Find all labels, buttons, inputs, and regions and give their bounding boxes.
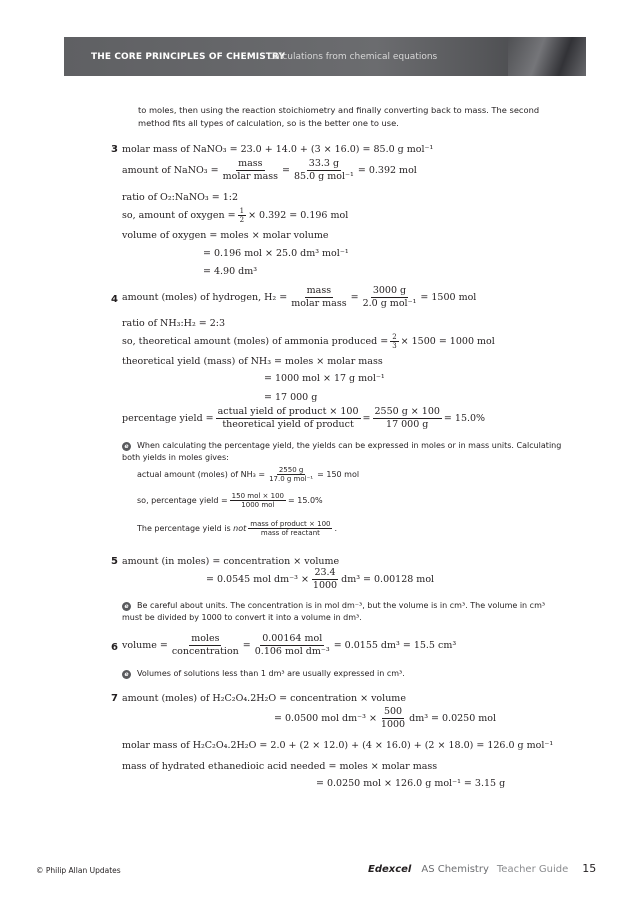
q4-frac1-den: molar mass xyxy=(291,298,347,309)
q4-line-4: theoretical yield (mass) of NH₃ = moles × molar mass xyxy=(122,356,383,367)
q7-l2-post: dm³ = 0.0250 mol xyxy=(409,713,497,724)
q3-l2-pre: amount of NaNO₃ = xyxy=(122,165,219,176)
q4-note xyxy=(122,440,566,464)
q5-frac-den: 1000 xyxy=(312,580,338,591)
e-circle-icon: e xyxy=(122,442,131,451)
q5-line-2 xyxy=(206,567,434,592)
q4-l3-pre: so, theoretical amount (moles) of ammonia produced = xyxy=(122,336,389,347)
header-subtitle: Calculations from chemical equations xyxy=(268,52,438,62)
q4-line-7 xyxy=(122,406,485,431)
q4-l1-eq: = xyxy=(350,292,359,303)
q3-line-6: = 0.196 mol × 25.0 dm³ mol⁻¹ xyxy=(203,248,349,259)
q3-fraction-1 xyxy=(221,158,280,183)
q4-n2-num: 150 mol × 100 xyxy=(231,492,284,500)
q4-line-1 xyxy=(122,285,476,310)
q7-l2-pre: = 0.0500 mol dm⁻³ × xyxy=(274,713,377,724)
q5-l2-post: dm³ = 0.00128 mol xyxy=(341,574,435,585)
header-glassware-image xyxy=(508,37,586,76)
q4-l1-post: = 1500 mol xyxy=(420,292,477,303)
q3-line-1: molar mass of NaNO₃ = 23.0 + 14.0 + (3 × 16.0) = 85.0 g mol⁻¹ xyxy=(122,144,434,155)
question-number-6: 6 xyxy=(111,642,118,653)
q7-line-5: = 0.0250 mol × 126.0 g mol⁻¹ = 3.15 g xyxy=(316,778,506,789)
q4-note-text: When calculating the percentage yield, the yields can be expressed in moles or in mass units. Calculating both yields in moles gives: xyxy=(122,441,562,462)
q4-n3-num: mass of product × 100 xyxy=(250,520,331,528)
q5-frac-num: 23.4 xyxy=(314,567,336,578)
q6-frac2-den: 0.106 mol dm⁻³ xyxy=(254,646,330,657)
q7-frac-num: 500 xyxy=(383,706,403,717)
q3-line-2 xyxy=(122,158,417,183)
page-number: 15 xyxy=(582,862,597,875)
q4-fraction-1 xyxy=(289,285,348,310)
q4-yield2-den: 17 000 g xyxy=(386,419,429,430)
q4-n1-num: 2550 g xyxy=(278,466,304,474)
q3-l4-post: × 0.392 = 0.196 mol xyxy=(248,210,349,221)
q6-note xyxy=(122,668,405,680)
q4-note-line-3 xyxy=(137,520,337,537)
q4-ratio-num: 2 xyxy=(392,333,397,341)
q4-n2-fraction xyxy=(230,492,286,509)
q3-frac1-den: molar mass xyxy=(222,171,279,182)
q3-half-den: 2 xyxy=(239,216,245,224)
q4-n1-pre: actual amount (moles) of NH₃ = xyxy=(137,469,266,479)
q6-frac1-num: moles xyxy=(191,633,220,644)
q3-l4-pre: so, amount of oxygen = xyxy=(122,210,236,221)
question-number-3: 3 xyxy=(111,144,118,155)
q5-l2-pre: = 0.0545 mol dm⁻³ × xyxy=(206,574,309,585)
q7-line-1: amount (moles) of H₂C₂O₄.2H₂O = concentration × volume xyxy=(122,693,406,704)
q4-line-6: = 17 000 g xyxy=(264,392,318,403)
q4-l3-post: × 1500 = 1000 mol xyxy=(400,336,495,347)
q4-n3-den: mass of reactant xyxy=(260,529,320,537)
q4-line-2: ratio of NH₃:H₂ = 2:3 xyxy=(122,318,226,329)
footer-course: AS Chemistry xyxy=(421,864,489,875)
q4-n2-post: = 15.0% xyxy=(287,495,323,505)
q4-note-line-2 xyxy=(137,492,323,509)
q4-fraction-2 xyxy=(361,285,419,310)
q4-n3-not: not xyxy=(233,523,247,533)
q6-l1-pre: volume = xyxy=(122,640,168,651)
q4-frac1-num: mass xyxy=(306,285,332,296)
q6-fraction-2 xyxy=(253,633,332,658)
q3-frac2-num: 33.3 g xyxy=(308,158,340,169)
q4-n1-post: = 150 mol xyxy=(317,469,360,479)
q3-line-5: volume of oxygen = moles × molar volume xyxy=(122,230,329,241)
question-number-7: 7 xyxy=(111,693,118,704)
q5-fraction xyxy=(311,567,339,592)
q4-note-line-1 xyxy=(137,466,359,483)
q5-line-1: amount (in moles) = concentration × volume xyxy=(122,556,340,567)
q3-line-3: ratio of O₂:NaNO₃ = 1:2 xyxy=(122,192,239,203)
q4-yield1-den: theoretical yield of product xyxy=(222,419,354,430)
q3-frac2-den: 85.0 g mol⁻¹ xyxy=(293,171,354,182)
q7-line-3: molar mass of H₂C₂O₄.2H₂O = 2.0 + (2 × 12.0) + (4 × 16.0) + (2 × 18.0) = 126.0 g mol⁻¹ xyxy=(122,740,554,751)
q4-yield-fraction-1 xyxy=(216,406,361,431)
q4-n3-fraction xyxy=(248,520,332,537)
e-circle-icon: e xyxy=(122,602,131,611)
q3-line-4 xyxy=(122,207,348,224)
footer-publisher: Edexcel xyxy=(368,864,412,875)
q4-yield-fraction-2 xyxy=(373,406,442,431)
q6-fraction-1 xyxy=(170,633,241,658)
q4-n3-pre: The percentage yield is xyxy=(137,523,231,533)
q6-l1-post: = 0.0155 dm³ = 15.5 cm³ xyxy=(333,640,457,651)
q3-line-7: = 4.90 dm³ xyxy=(203,266,258,277)
q6-note-text: Volumes of solutions less than 1 dm³ are usually expressed in cm³. xyxy=(137,669,405,678)
q6-frac1-den: concentration xyxy=(171,646,239,657)
q7-frac-den: 1000 xyxy=(380,719,406,730)
q3-fraction-2 xyxy=(292,158,356,183)
q7-fraction xyxy=(379,706,407,731)
question-number-5: 5 xyxy=(111,556,118,567)
q5-note-text: Be careful about units. The concentration is in mol dm⁻³, but the volume is in cm³. The volume in cm³ must be divided by 1000 to convert it into a volume in dm³. xyxy=(122,601,546,622)
q4-yield2-num: 2550 g × 100 xyxy=(374,406,440,417)
footer-right xyxy=(368,862,596,875)
q7-line-4: mass of hydrated ethanedioic acid needed = moles × molar mass xyxy=(122,761,438,772)
q4-frac2-den: 2.0 g mol⁻¹ xyxy=(362,298,417,309)
q6-frac2-num: 0.00164 mol xyxy=(262,633,323,644)
q4-l7-pre: percentage yield = xyxy=(122,413,214,424)
q4-n1-fraction xyxy=(267,466,315,483)
q4-l7-eq: = xyxy=(362,413,371,424)
e-circle-icon: e xyxy=(122,670,131,679)
q4-line-3 xyxy=(122,333,495,350)
footer-copyright: © Philip Allan Updates xyxy=(36,866,121,875)
q4-l1-pre: amount (moles) of hydrogen, H₂ = xyxy=(122,292,288,303)
header-title: THE CORE PRINCIPLES OF CHEMISTRY xyxy=(91,52,286,62)
q6-line-1 xyxy=(122,633,456,658)
q4-l7-post: = 15.0% xyxy=(443,413,486,424)
q4-ratio-fraction xyxy=(390,333,398,350)
q4-frac2-num: 3000 g xyxy=(372,285,407,296)
q3-l2-post: = 0.392 mol xyxy=(357,165,417,176)
q6-l1-eq: = xyxy=(242,640,251,651)
q4-n3-post: . xyxy=(334,523,338,533)
q3-half-num: 1 xyxy=(239,207,245,215)
footer-guide: Teacher Guide xyxy=(496,864,569,875)
q3-half-fraction xyxy=(238,207,246,224)
question-number-4: 4 xyxy=(111,294,118,305)
q4-n2-den: 1000 mol xyxy=(241,501,275,509)
q7-line-2 xyxy=(274,706,496,731)
q4-n2-pre: so, percentage yield = xyxy=(137,495,228,505)
q4-n1-den: 17.0 g mol⁻¹ xyxy=(269,475,314,483)
q4-ratio-den: 3 xyxy=(392,342,397,350)
q3-frac1-num: mass xyxy=(238,158,263,169)
q5-note xyxy=(122,600,566,624)
q4-line-5: = 1000 mol × 17 g mol⁻¹ xyxy=(264,373,385,384)
q4-yield1-num: actual yield of product × 100 xyxy=(217,406,359,417)
intro-paragraph: to moles, then using the reaction stoichiometry and finally converting back to mass. The second method fits all types of calculation, so is the better one to use. xyxy=(138,105,540,128)
q3-l2-eq: = xyxy=(282,165,290,176)
